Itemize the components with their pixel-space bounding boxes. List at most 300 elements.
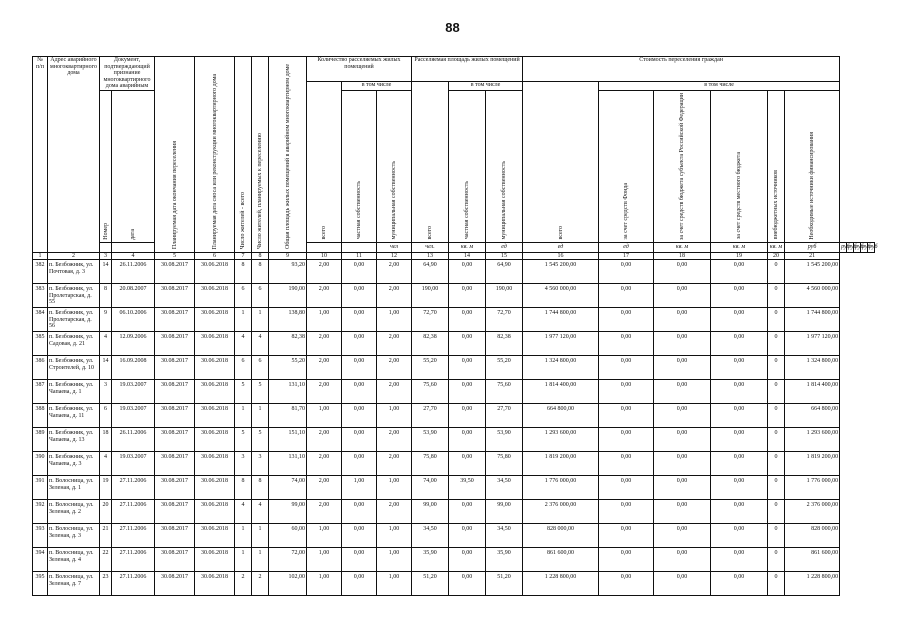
- row-planned-demolish: 30.06.2018: [195, 428, 235, 452]
- row-cost-local-budget: 0,00: [711, 500, 768, 524]
- row-residents-planned: 4: [252, 500, 269, 524]
- row-residents-total: 8: [235, 260, 252, 284]
- row-residents-total: 5: [235, 428, 252, 452]
- row-cost-fund: 0,00: [599, 332, 654, 356]
- row-count-private: 0,00: [342, 524, 377, 548]
- row-doc-number: 9: [100, 308, 112, 332]
- row-residents-total: 1: [235, 308, 252, 332]
- row-cost-total: 828 000,00: [523, 524, 599, 548]
- row-count-private: 0,00: [342, 332, 377, 356]
- row-residents-total: 6: [235, 284, 252, 308]
- header-area-private: частная собственность: [449, 90, 486, 242]
- row-count-municipal: 2,00: [377, 260, 412, 284]
- row-doc-number: 21: [100, 524, 112, 548]
- data-rows: [33, 260, 875, 596]
- row-count-municipal: 1,00: [377, 548, 412, 572]
- row-area-municipal: 51,20: [486, 572, 523, 596]
- row-cost-total: 1 977 120,00: [523, 332, 599, 356]
- header-count-private: частная собственность: [342, 90, 377, 242]
- row-residents-total: 1: [235, 548, 252, 572]
- row-count-municipal: 2,00: [377, 284, 412, 308]
- row-doc-number: 19: [100, 476, 112, 500]
- row-area-resettle-total: 51,20: [412, 572, 449, 596]
- row-count-municipal: 2,00: [377, 500, 412, 524]
- row-cost-fund: 0,00: [599, 428, 654, 452]
- table-row: [33, 284, 875, 308]
- row-cost-total: 1 744 800,00: [523, 308, 599, 332]
- row-cost-fund: 0,00: [599, 356, 654, 380]
- header-count-total: всего: [307, 82, 342, 243]
- row-cost-additional: 828 000,00: [785, 524, 840, 548]
- row-area-resettle-total: 75,80: [412, 452, 449, 476]
- table-row: [33, 260, 875, 284]
- header-cost-group: Стоимость переселения граждан: [523, 57, 840, 82]
- row-count-private: 0,00: [342, 308, 377, 332]
- row-planned-end: 30.08.2017: [155, 428, 195, 452]
- row-planned-end: 30.08.2017: [155, 284, 195, 308]
- row-count-private: 0,00: [342, 380, 377, 404]
- row-residents-total: 1: [235, 404, 252, 428]
- unit-cell: чел.: [412, 242, 449, 252]
- row-residents-total: 2: [235, 572, 252, 596]
- row-count-municipal: 1,00: [377, 572, 412, 596]
- row-area-total: 190,00: [269, 284, 307, 308]
- row-residents-planned: 6: [252, 284, 269, 308]
- col-number: 12: [377, 252, 412, 260]
- table-row: [33, 380, 875, 404]
- row-doc-number: 6: [100, 404, 112, 428]
- row-cost-additional: 1 814 400,00: [785, 380, 840, 404]
- row-number: 389: [33, 428, 48, 452]
- header-address: Адрес аварийного многоквартирного дома: [48, 57, 100, 253]
- row-area-total: 131,10: [269, 452, 307, 476]
- row-area-municipal: 55,20: [486, 356, 523, 380]
- header-area-total-sub: всего: [412, 82, 449, 243]
- row-count-private: 0,00: [342, 404, 377, 428]
- col-number: 3: [100, 252, 112, 260]
- row-doc-number: 14: [100, 356, 112, 380]
- row-count-municipal: 2,00: [377, 332, 412, 356]
- row-area-private: 0,00: [449, 308, 486, 332]
- row-number: 394: [33, 548, 48, 572]
- row-cost-extra: 0: [768, 524, 785, 548]
- row-area-total: 151,10: [269, 428, 307, 452]
- row-count-total: 2,00: [307, 380, 342, 404]
- row-cost-fund: 0,00: [599, 452, 654, 476]
- row-cost-additional: 1 744 800,00: [785, 308, 840, 332]
- col-number: 7: [235, 252, 252, 260]
- row-residents-total: 3: [235, 452, 252, 476]
- row-cost-extra: 0: [768, 284, 785, 308]
- row-cost-additional: 664 800,00: [785, 404, 840, 428]
- table-row: [33, 356, 875, 380]
- row-area-municipal: 34,50: [486, 524, 523, 548]
- header-residents-planned: Число жителей, планируемых к переселению: [252, 57, 269, 253]
- row-residents-total: 8: [235, 476, 252, 500]
- row-area-private: 39,50: [449, 476, 486, 500]
- row-cost-local-budget: 0,00: [711, 356, 768, 380]
- row-cost-local-budget: 0,00: [711, 404, 768, 428]
- row-area-private: 0,00: [449, 452, 486, 476]
- row-area-municipal: 99,00: [486, 500, 523, 524]
- row-number: 384: [33, 308, 48, 332]
- row-cost-subject-budget: 0,00: [654, 284, 711, 308]
- row-doc-date: 20.08.2007: [112, 284, 155, 308]
- row-planned-demolish: 30.06.2018: [195, 308, 235, 332]
- header-planned-end: Планируемая дата окончания переселения: [155, 57, 195, 253]
- row-doc-date: 26.11.2006: [112, 428, 155, 452]
- unit-cell: руб: [861, 242, 868, 252]
- row-cost-local-budget: 0,00: [711, 548, 768, 572]
- row-cost-fund: 0,00: [599, 524, 654, 548]
- row-area-resettle-total: 27,70: [412, 404, 449, 428]
- row-cost-extra: 0: [768, 404, 785, 428]
- row-area-private: 0,00: [449, 380, 486, 404]
- header-doc: Документ, подтверждающий признание многоквартирного дома аварийным: [100, 57, 155, 91]
- unit-cell: чел: [377, 242, 412, 252]
- row-number: 383: [33, 284, 48, 308]
- row-planned-demolish: 30.06.2018: [195, 284, 235, 308]
- row-area-private: 0,00: [449, 404, 486, 428]
- row-area-resettle-total: 35,90: [412, 548, 449, 572]
- row-planned-demolish: 30.06.2018: [195, 380, 235, 404]
- row-cost-local-budget: 0,00: [711, 332, 768, 356]
- row-area-resettle-total: 99,00: [412, 500, 449, 524]
- row-area-resettle-total: 34,50: [412, 524, 449, 548]
- row-area-resettle-total: 72,70: [412, 308, 449, 332]
- col-number: 5: [155, 252, 195, 260]
- row-cost-local-budget: 0,00: [711, 284, 768, 308]
- table-row: [33, 524, 875, 548]
- row-cost-total: 1 228 800,00: [523, 572, 599, 596]
- unit-cell: кв. м: [654, 242, 711, 252]
- row-planned-demolish: 30.06.2018: [195, 260, 235, 284]
- row-area-resettle-total: 190,00: [412, 284, 449, 308]
- row-cost-additional: 1 819 200,00: [785, 452, 840, 476]
- unit-cell: руб: [840, 242, 847, 252]
- row-count-private: 0,00: [342, 500, 377, 524]
- row-area-total: 60,00: [269, 524, 307, 548]
- row-count-total: 1,00: [307, 572, 342, 596]
- row-address: п. Волосница, ул. Зеленая, д. 1: [48, 476, 100, 500]
- row-doc-date: 27.11.2006: [112, 572, 155, 596]
- header-cost-total: всего: [523, 82, 599, 243]
- row-planned-demolish: 30.06.2018: [195, 500, 235, 524]
- col-number: 9: [269, 252, 307, 260]
- header-count-municipal: муниципальная собственность: [377, 90, 412, 242]
- row-area-total: 93,20: [269, 260, 307, 284]
- row-cost-local-budget: 0,00: [711, 476, 768, 500]
- row-cost-fund: 0,00: [599, 548, 654, 572]
- row-cost-total: 2 376 000,00: [523, 500, 599, 524]
- unit-cell: кв. м: [449, 242, 486, 252]
- row-cost-extra: 0: [768, 500, 785, 524]
- row-number: 395: [33, 572, 48, 596]
- row-area-resettle-total: 55,20: [412, 356, 449, 380]
- column-number-row: [33, 252, 875, 260]
- row-area-private: 0,00: [449, 572, 486, 596]
- row-count-municipal: 2,00: [377, 452, 412, 476]
- row-cost-subject-budget: 0,00: [654, 260, 711, 284]
- row-doc-number: 4: [100, 332, 112, 356]
- row-area-municipal: 35,90: [486, 548, 523, 572]
- row-cost-fund: 0,00: [599, 284, 654, 308]
- row-planned-end: 30.08.2017: [155, 404, 195, 428]
- row-cost-subject-budget: 0,00: [654, 332, 711, 356]
- col-number: 2: [48, 252, 100, 260]
- row-cost-additional: 1 228 800,00: [785, 572, 840, 596]
- row-area-private: 0,00: [449, 356, 486, 380]
- row-count-private: 0,00: [342, 260, 377, 284]
- row-address: п. Безбожник, ул. Пролетарская, д. 55: [48, 284, 100, 308]
- row-address: п. Безбожник, ул. Строителей, д. 10: [48, 356, 100, 380]
- row-planned-end: 30.08.2017: [155, 380, 195, 404]
- row-count-total: 2,00: [307, 428, 342, 452]
- row-cost-local-budget: 0,00: [711, 524, 768, 548]
- row-planned-end: 30.08.2017: [155, 548, 195, 572]
- row-doc-date: 27.11.2006: [112, 548, 155, 572]
- table-row: [33, 452, 875, 476]
- row-area-total: 74,00: [269, 476, 307, 500]
- row-doc-date: 19.03.2007: [112, 452, 155, 476]
- header-doc-number: Номер: [100, 90, 112, 242]
- row-number: 385: [33, 332, 48, 356]
- row-address: п. Волосница, ул. Зеленая, д. 3: [48, 524, 100, 548]
- unit-blank: [307, 242, 342, 252]
- row-cost-fund: 0,00: [599, 476, 654, 500]
- row-cost-total: 1 293 600,00: [523, 428, 599, 452]
- header-extra-sources: внебюджетных источников: [768, 90, 785, 242]
- row-count-total: 2,00: [307, 452, 342, 476]
- header-area-including: в том числе: [449, 82, 523, 91]
- row-cost-local-budget: 0,00: [711, 308, 768, 332]
- row-doc-date: 27.11.2006: [112, 500, 155, 524]
- row-cost-subject-budget: 0,00: [654, 404, 711, 428]
- row-area-resettle-total: 53,90: [412, 428, 449, 452]
- unit-blank: [342, 242, 377, 252]
- row-planned-end: 30.08.2017: [155, 524, 195, 548]
- row-area-municipal: 53,90: [486, 428, 523, 452]
- col-number: 10: [307, 252, 342, 260]
- row-count-private: 0,00: [342, 356, 377, 380]
- row-area-resettle-total: 64,90: [412, 260, 449, 284]
- unit-blank: [100, 242, 112, 252]
- header-cost-including: в том числе: [599, 82, 840, 91]
- row-planned-end: 30.08.2017: [155, 260, 195, 284]
- row-doc-date: 06.10.2006: [112, 308, 155, 332]
- row-area-municipal: 190,00: [486, 284, 523, 308]
- row-address: п. Волосница, ул. Зеленая, д. 2: [48, 500, 100, 524]
- row-cost-extra: 0: [768, 476, 785, 500]
- row-cost-subject-budget: 0,00: [654, 308, 711, 332]
- row-planned-demolish: 30.06.2018: [195, 476, 235, 500]
- unit-cell: руб: [785, 242, 840, 252]
- row-count-private: 0,00: [342, 428, 377, 452]
- header-count-including: в том числе: [342, 82, 412, 91]
- row-cost-subject-budget: 0,00: [654, 428, 711, 452]
- table-row: [33, 572, 875, 596]
- row-number: 386: [33, 356, 48, 380]
- row-cost-extra: 0: [768, 356, 785, 380]
- row-cost-additional: 2 376 000,00: [785, 500, 840, 524]
- row-cost-subject-budget: 0,00: [654, 452, 711, 476]
- row-doc-number: 14: [100, 260, 112, 284]
- row-doc-date: 27.11.2006: [112, 524, 155, 548]
- row-area-municipal: 27,70: [486, 404, 523, 428]
- unit-cell: ед: [599, 242, 654, 252]
- row-cost-subject-budget: 0,00: [654, 572, 711, 596]
- row-cost-total: 861 600,00: [523, 548, 599, 572]
- row-count-municipal: 1,00: [377, 476, 412, 500]
- row-cost-local-budget: 0,00: [711, 428, 768, 452]
- row-cost-fund: 0,00: [599, 404, 654, 428]
- row-cost-additional: 1 293 600,00: [785, 428, 840, 452]
- row-cost-extra: 0: [768, 428, 785, 452]
- col-number: 14: [449, 252, 486, 260]
- row-residents-planned: 3: [252, 452, 269, 476]
- row-planned-end: 30.08.2017: [155, 500, 195, 524]
- table-row: [33, 476, 875, 500]
- row-area-private: 0,00: [449, 284, 486, 308]
- row-address: п. Волосница, ул. Зеленая, д. 4: [48, 548, 100, 572]
- row-count-municipal: 2,00: [377, 380, 412, 404]
- row-address: п. Безбожник, ул. Почтовая, д. 3: [48, 260, 100, 284]
- row-cost-total: 1 545 200,00: [523, 260, 599, 284]
- row-area-municipal: 34,50: [486, 476, 523, 500]
- row-residents-total: 4: [235, 500, 252, 524]
- row-count-private: 0,00: [342, 548, 377, 572]
- row-doc-number: 22: [100, 548, 112, 572]
- row-doc-number: 3: [100, 380, 112, 404]
- row-area-municipal: 82,38: [486, 332, 523, 356]
- row-residents-total: 6: [235, 356, 252, 380]
- row-address: п. Безбожник, ул. Чапаева, д. 1: [48, 380, 100, 404]
- row-cost-extra: 0: [768, 260, 785, 284]
- row-address: п. Безбожник, ул. Пролетарская, д. 56: [48, 308, 100, 332]
- row-cost-fund: 0,00: [599, 500, 654, 524]
- row-number: 393: [33, 524, 48, 548]
- row-residents-total: 5: [235, 380, 252, 404]
- row-residents-planned: 2: [252, 572, 269, 596]
- table-row: [33, 500, 875, 524]
- header-residents-total: Число жителей - всего: [235, 57, 252, 253]
- row-count-total: 2,00: [307, 332, 342, 356]
- row-cost-total: 1 814 400,00: [523, 380, 599, 404]
- row-doc-number: 20: [100, 500, 112, 524]
- row-planned-end: 30.08.2017: [155, 452, 195, 476]
- row-doc-date: 26.11.2006: [112, 260, 155, 284]
- row-residents-planned: 5: [252, 428, 269, 452]
- header-doc-date: дата: [112, 90, 155, 242]
- row-cost-fund: 0,00: [599, 380, 654, 404]
- row-cost-local-budget: 0,00: [711, 572, 768, 596]
- row-residents-total: 1: [235, 524, 252, 548]
- row-doc-date: 19.03.2007: [112, 380, 155, 404]
- row-planned-end: 30.08.2017: [155, 476, 195, 500]
- table-row: [33, 428, 875, 452]
- row-number: 388: [33, 404, 48, 428]
- header-area-municipal: муниципальная собственность: [486, 90, 523, 242]
- header-count-group: Количество расселяемых жилых помещений: [307, 57, 412, 82]
- col-number: 15: [486, 252, 523, 260]
- row-cost-fund: 0,00: [599, 308, 654, 332]
- row-number: 390: [33, 452, 48, 476]
- row-planned-demolish: 30.06.2018: [195, 332, 235, 356]
- col-number: 13: [412, 252, 449, 260]
- row-cost-subject-budget: 0,00: [654, 500, 711, 524]
- row-planned-end: 30.08.2017: [155, 572, 195, 596]
- header-planned-demolish: Планируемая дата сноса или реконструкции многоквартирного дома: [195, 57, 235, 253]
- row-area-private: 0,00: [449, 332, 486, 356]
- row-doc-date: 12.09.2006: [112, 332, 155, 356]
- header-subject-budget: за счет средств бюджета субъекта Российской Федерации: [654, 90, 711, 242]
- row-cost-subject-budget: 0,00: [654, 548, 711, 572]
- row-count-total: 1,00: [307, 308, 342, 332]
- unit-cell: руб: [867, 242, 874, 252]
- col-number: 1: [33, 252, 48, 260]
- row-area-private: 0,00: [449, 260, 486, 284]
- table-row: [33, 308, 875, 332]
- row-residents-planned: 6: [252, 356, 269, 380]
- unit-cell: руб: [854, 242, 861, 252]
- row-address: п. Безбожник, ул. Чапаева, д. 3: [48, 452, 100, 476]
- row-area-municipal: 75,60: [486, 380, 523, 404]
- col-number: 11: [342, 252, 377, 260]
- header-num: № п/п: [33, 57, 48, 253]
- row-residents-planned: 8: [252, 260, 269, 284]
- row-cost-local-budget: 0,00: [711, 380, 768, 404]
- header-fund: за счет средств Фонда: [599, 90, 654, 242]
- row-area-resettle-total: 75,60: [412, 380, 449, 404]
- row-area-total: 102,00: [269, 572, 307, 596]
- row-count-total: 2,00: [307, 476, 342, 500]
- row-cost-additional: 1 324 800,00: [785, 356, 840, 380]
- row-planned-demolish: 30.06.2018: [195, 548, 235, 572]
- row-count-municipal: 1,00: [377, 524, 412, 548]
- row-doc-date: 19.03.2007: [112, 404, 155, 428]
- row-planned-demolish: 30.06.2018: [195, 356, 235, 380]
- row-planned-demolish: 30.06.2018: [195, 452, 235, 476]
- row-cost-extra: 0: [768, 332, 785, 356]
- header-additional-sources: Необходимые источники финансирования: [785, 90, 840, 242]
- row-address: п. Волосница, ул. Зеленая, д. 7: [48, 572, 100, 596]
- row-address: п. Безбожник, ул. Чапаева, д. 11: [48, 404, 100, 428]
- row-planned-demolish: 30.06.2018: [195, 524, 235, 548]
- row-count-private: 0,00: [342, 572, 377, 596]
- row-residents-planned: 8: [252, 476, 269, 500]
- col-number: 19: [711, 252, 768, 260]
- row-area-private: 0,00: [449, 500, 486, 524]
- row-cost-extra: 0: [768, 548, 785, 572]
- row-area-total: 99,00: [269, 500, 307, 524]
- row-cost-additional: 4 560 000,00: [785, 284, 840, 308]
- row-area-resettle-total: 74,00: [412, 476, 449, 500]
- row-count-private: 1,00: [342, 476, 377, 500]
- table-row: [33, 404, 875, 428]
- row-area-total: 81,70: [269, 404, 307, 428]
- unit-cell: кв. м: [768, 242, 785, 252]
- row-cost-total: 1 324 800,00: [523, 356, 599, 380]
- table-row: [33, 548, 875, 572]
- unit-cell: руб: [847, 242, 854, 252]
- col-number: 17: [599, 252, 654, 260]
- row-cost-subject-budget: 0,00: [654, 380, 711, 404]
- row-area-private: 0,00: [449, 428, 486, 452]
- row-cost-total: 664 800,00: [523, 404, 599, 428]
- resettlement-table: [32, 56, 878, 596]
- row-doc-date: 16.09.2008: [112, 356, 155, 380]
- col-number: 21: [785, 252, 840, 260]
